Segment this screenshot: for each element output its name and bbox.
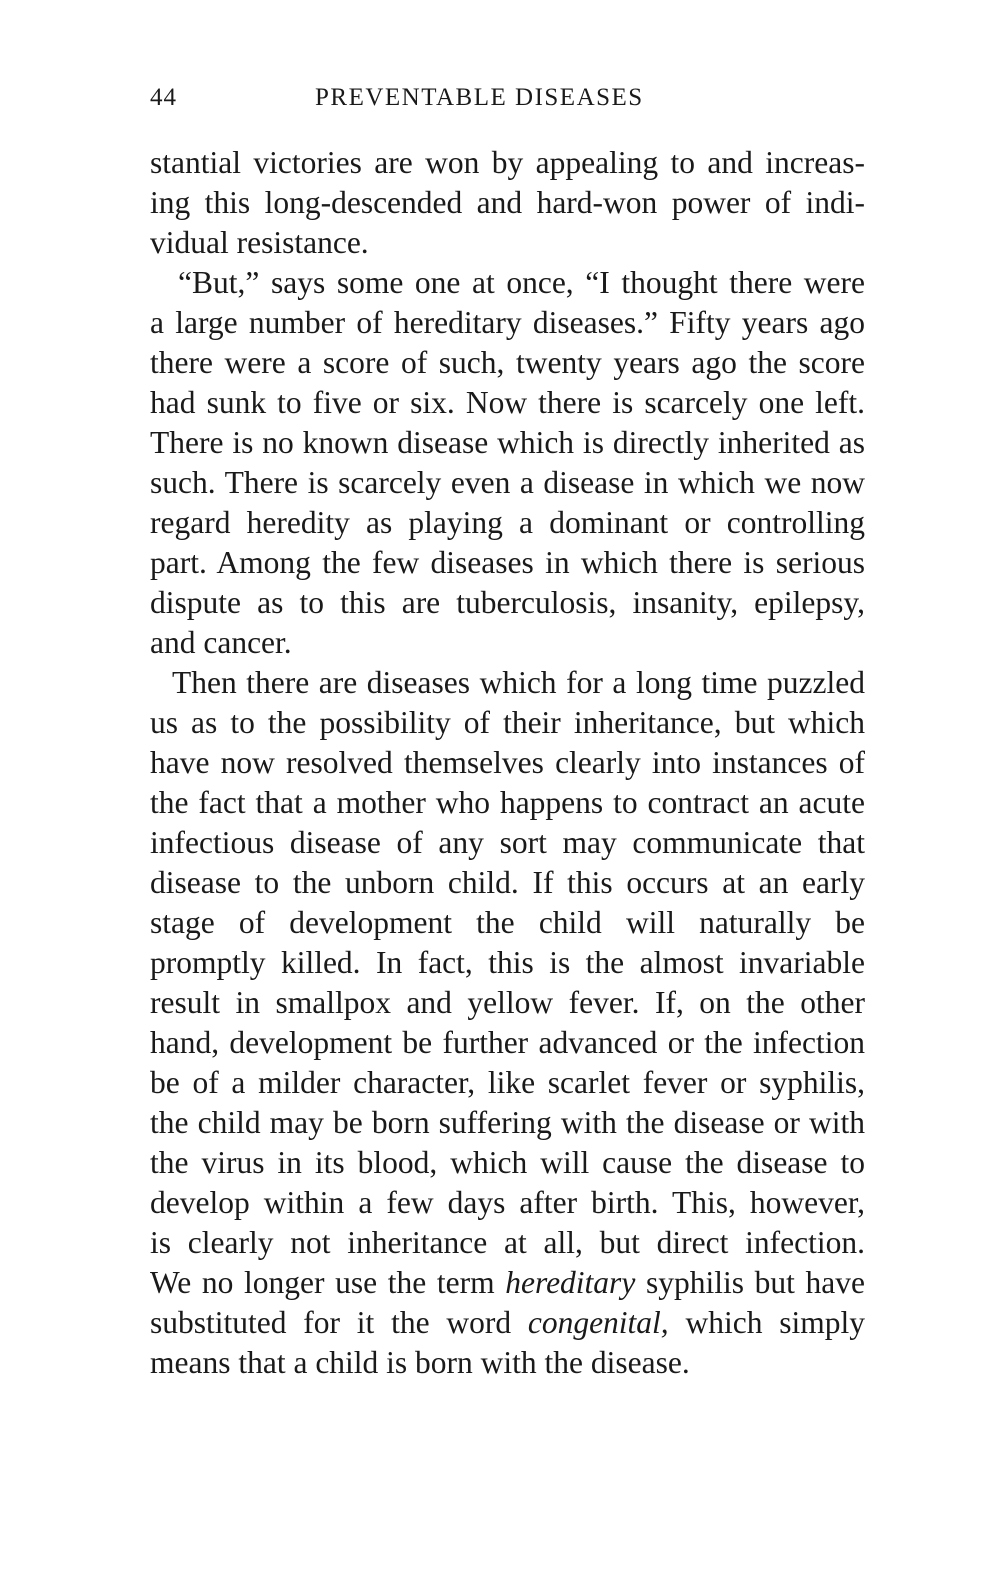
italic-term-congenital: congenital, <box>527 1305 669 1340</box>
text-line: infectious disease of any sort may communicate that <box>150 825 865 860</box>
text-line-with-italic <box>150 1263 865 1303</box>
text-line: promptly killed. In fact, this is the almost invariable <box>150 945 865 980</box>
running-head <box>150 84 865 120</box>
text-line: Then there are diseases which for a long time puzzled <box>172 665 865 700</box>
text-line: there were a score of such, twenty years ago the score <box>150 345 865 380</box>
text-line: the fact that a mother who happens to contract an acute <box>150 785 865 820</box>
text-line: vidual resistance. <box>150 225 369 260</box>
paragraph-3 <box>150 663 865 1383</box>
text-line: disease to the unborn child. If this occurs at an early <box>150 865 865 900</box>
paragraph-2 <box>150 263 865 663</box>
paragraph-1 <box>150 143 865 263</box>
text-line: be of a milder character, like scarlet fever or syphilis, <box>150 1065 865 1100</box>
text-line: is clearly not inheritance at all, but direct infection. <box>150 1225 865 1260</box>
text-line: dispute as to this are tuberculosis, insanity, epilepsy, <box>150 585 865 620</box>
text-line: us as to the possibility of their inheritance, but which <box>150 705 865 740</box>
line-segment: which simply <box>668 1305 865 1340</box>
text-line: stage of development the child will naturally be <box>150 905 865 940</box>
text-line: “But,” says some one at once, “I thought there were <box>178 265 865 300</box>
italic-term-hereditary: hereditary <box>505 1265 636 1300</box>
text-line: have now resolved themselves clearly into instances of <box>150 745 865 780</box>
line-segment: syphilis but have <box>635 1265 865 1300</box>
text-line: means that a child is born with the disease. <box>150 1345 690 1380</box>
text-line-with-italic <box>150 1303 865 1343</box>
page-number: 44 <box>150 84 177 111</box>
text-line: and cancer. <box>150 625 292 660</box>
body-text <box>150 143 865 1383</box>
text-line: the child may be born suffering with the disease or with <box>150 1105 865 1140</box>
text-line: regard heredity as playing a dominant or controlling <box>150 505 865 540</box>
text-line: had sunk to five or six. Now there is scarcely one left. <box>150 385 865 420</box>
text-line: stantial victories are won by appealing to and increas- <box>150 145 865 180</box>
text-line: a large number of hereditary diseases.” Fifty years ago <box>150 305 865 340</box>
text-line: the virus in its blood, which will cause the disease to <box>150 1145 865 1180</box>
text-line: such. There is scarcely even a disease in which we now <box>150 465 865 500</box>
text-line: hand, development be further advanced or the infection <box>150 1025 865 1060</box>
text-line: part. Among the few diseases in which there is serious <box>150 545 865 580</box>
text-line: ing this long-descended and hard-won power of indi- <box>150 185 865 220</box>
line-segment: substituted for it the word <box>150 1305 528 1340</box>
line-segment: We no longer use the term <box>150 1265 506 1300</box>
text-line: There is no known disease which is directly inherited as <box>150 425 865 460</box>
text-line: develop within a few days after birth. This, however, <box>150 1185 865 1220</box>
text-line: result in smallpox and yellow fever. If, on the other <box>150 985 865 1020</box>
running-title: PREVENTABLE DISEASES <box>315 84 644 111</box>
